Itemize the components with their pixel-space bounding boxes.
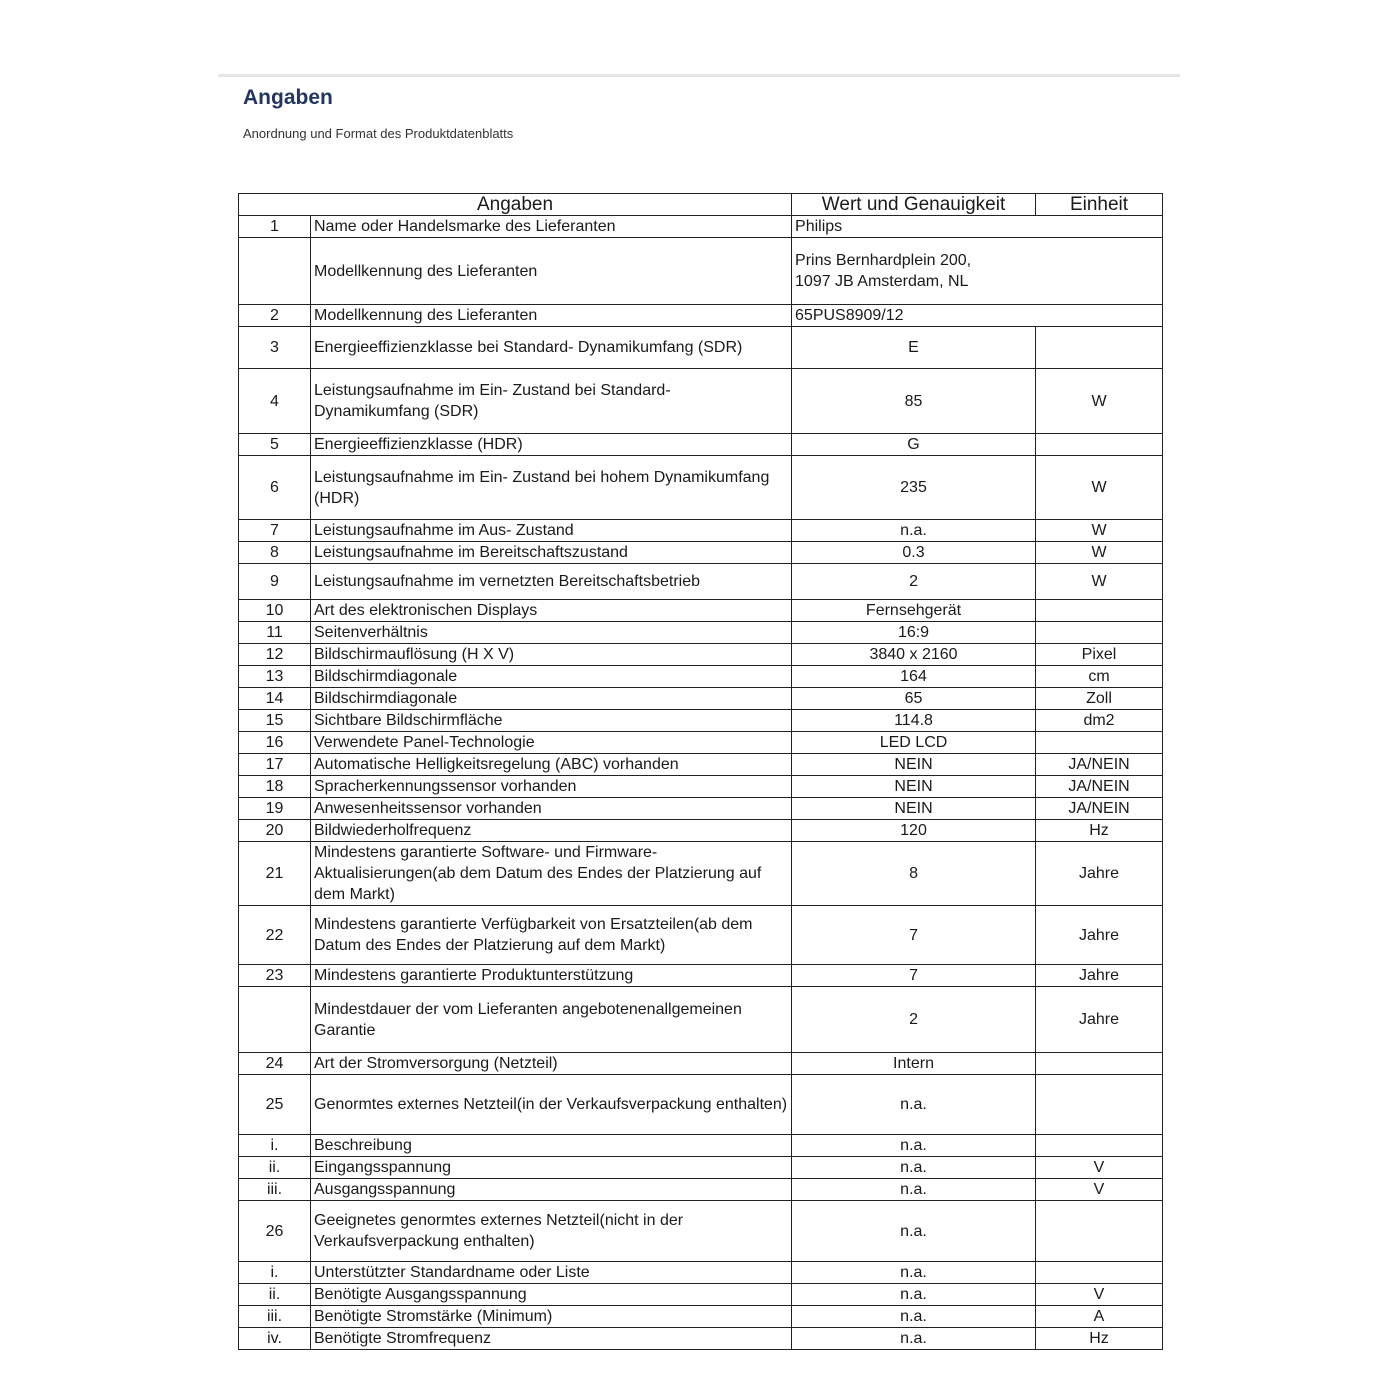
row-description: Geeignetes genormtes externes Netzteil(nicht in der Verkaufsverpackung enthalten) — [311, 1201, 792, 1262]
row-unit: V — [1036, 1179, 1163, 1201]
table-row — [239, 820, 1163, 842]
row-number: 25 — [239, 1075, 311, 1135]
table-row — [239, 542, 1163, 564]
row-unit: JA/NEIN — [1036, 754, 1163, 776]
table-row — [239, 238, 1163, 305]
row-number: 13 — [239, 666, 311, 688]
table-row — [239, 216, 1163, 238]
row-description: Leistungsaufnahme im Aus- Zustand — [311, 520, 792, 542]
row-value: n.a. — [792, 520, 1036, 542]
row-number: i. — [239, 1135, 311, 1157]
row-value: 0.3 — [792, 542, 1036, 564]
table-row — [239, 798, 1163, 820]
row-number: 2 — [239, 305, 311, 327]
row-value: Intern — [792, 1053, 1036, 1075]
table-row — [239, 1179, 1163, 1201]
row-unit: Jahre — [1036, 987, 1163, 1053]
table-row — [239, 1306, 1163, 1328]
row-unit: W — [1036, 542, 1163, 564]
row-value: 8 — [792, 842, 1036, 906]
row-unit: Jahre — [1036, 906, 1163, 965]
row-unit: V — [1036, 1284, 1163, 1306]
row-value: NEIN — [792, 776, 1036, 798]
row-description: Mindestens garantierte Software- und Firmware- Aktualisierungen(ab dem Datum des Endes der Platzierung auf dem Markt) — [311, 842, 792, 906]
column-header-wert: Wert und Genauigkeit — [792, 194, 1036, 216]
row-description: Genormtes externes Netzteil(in der Verkaufsverpackung enthalten) — [311, 1075, 792, 1135]
row-unit — [1036, 1262, 1163, 1284]
row-value: LED LCD — [792, 732, 1036, 754]
row-description: Mindestdauer der vom Lieferanten angebotenenallgemeinen Garantie — [311, 987, 792, 1053]
page-title: Angaben — [243, 86, 333, 109]
row-description: Unterstützter Standardname oder Liste — [311, 1262, 792, 1284]
row-number: 22 — [239, 906, 311, 965]
row-description: Name oder Handelsmarke des Lieferanten — [311, 216, 792, 238]
row-value: G — [792, 434, 1036, 456]
table-row — [239, 622, 1163, 644]
row-value: 235 — [792, 456, 1036, 520]
row-number: 1 — [239, 216, 311, 238]
product-data-table — [238, 193, 1163, 1350]
row-number: 15 — [239, 710, 311, 732]
row-number: 14 — [239, 688, 311, 710]
table-row — [239, 434, 1163, 456]
row-unit: Pixel — [1036, 644, 1163, 666]
table-row — [239, 1157, 1163, 1179]
row-unit — [1036, 1201, 1163, 1262]
row-number: iii. — [239, 1306, 311, 1328]
table-row — [239, 305, 1163, 327]
row-description: Art des elektronischen Displays — [311, 600, 792, 622]
row-description: Automatische Helligkeitsregelung (ABC) vorhanden — [311, 754, 792, 776]
row-description: Bildwiederholfrequenz — [311, 820, 792, 842]
table-row — [239, 688, 1163, 710]
row-unit: Jahre — [1036, 965, 1163, 987]
row-description: Benötigte Stromstärke (Minimum) — [311, 1306, 792, 1328]
table-row — [239, 965, 1163, 987]
table-row — [239, 456, 1163, 520]
column-header-einheit: Einheit — [1036, 194, 1163, 216]
row-number: 6 — [239, 456, 311, 520]
row-unit: W — [1036, 369, 1163, 434]
table-row — [239, 1328, 1163, 1350]
table-row — [239, 987, 1163, 1053]
row-unit: V — [1036, 1157, 1163, 1179]
row-description: Benötigte Ausgangsspannung — [311, 1284, 792, 1306]
row-unit: Hz — [1036, 1328, 1163, 1350]
table-row — [239, 1135, 1163, 1157]
row-value: n.a. — [792, 1284, 1036, 1306]
row-value: n.a. — [792, 1179, 1036, 1201]
row-unit: JA/NEIN — [1036, 798, 1163, 820]
row-description: Beschreibung — [311, 1135, 792, 1157]
table-row — [239, 369, 1163, 434]
row-number: 19 — [239, 798, 311, 820]
row-unit: JA/NEIN — [1036, 776, 1163, 798]
row-number — [239, 987, 311, 1053]
row-description: Bildschirmdiagonale — [311, 666, 792, 688]
row-value: 3840 x 2160 — [792, 644, 1036, 666]
row-value: Philips — [792, 216, 1163, 238]
row-unit — [1036, 434, 1163, 456]
row-value: n.a. — [792, 1135, 1036, 1157]
table-row — [239, 564, 1163, 600]
row-unit: W — [1036, 456, 1163, 520]
row-value: n.a. — [792, 1157, 1036, 1179]
row-description: Bildschirmdiagonale — [311, 688, 792, 710]
row-value: n.a. — [792, 1075, 1036, 1135]
row-number: 9 — [239, 564, 311, 600]
row-value: 7 — [792, 906, 1036, 965]
row-number: 16 — [239, 732, 311, 754]
row-description: Bildschirmauflösung (H X V) — [311, 644, 792, 666]
row-unit — [1036, 600, 1163, 622]
row-number: 20 — [239, 820, 311, 842]
row-number: 7 — [239, 520, 311, 542]
row-unit — [1036, 327, 1163, 369]
row-number: 11 — [239, 622, 311, 644]
row-value: 2 — [792, 987, 1036, 1053]
table-row — [239, 842, 1163, 906]
row-number: ii. — [239, 1284, 311, 1306]
row-description: Leistungsaufnahme im vernetzten Bereitschaftsbetrieb — [311, 564, 792, 600]
row-value: E — [792, 327, 1036, 369]
row-description: Anwesenheitssensor vorhanden — [311, 798, 792, 820]
row-number: 3 — [239, 327, 311, 369]
table-header-row — [239, 194, 1163, 216]
row-description: Energieeffizienzklasse (HDR) — [311, 434, 792, 456]
row-description: Leistungsaufnahme im Ein- Zustand bei hohem Dynamikumfang (HDR) — [311, 456, 792, 520]
row-unit — [1036, 732, 1163, 754]
table-row — [239, 520, 1163, 542]
row-description: Ausgangsspannung — [311, 1179, 792, 1201]
row-description: Modellkennung des Lieferanten — [311, 305, 792, 327]
row-description: Mindestens garantierte Produktunterstützung — [311, 965, 792, 987]
row-unit: Jahre — [1036, 842, 1163, 906]
table-row — [239, 1201, 1163, 1262]
table-row — [239, 710, 1163, 732]
row-number: 10 — [239, 600, 311, 622]
row-number: 23 — [239, 965, 311, 987]
row-value: 164 — [792, 666, 1036, 688]
row-value: n.a. — [792, 1201, 1036, 1262]
row-value: n.a. — [792, 1262, 1036, 1284]
row-unit — [1036, 1135, 1163, 1157]
row-number: 21 — [239, 842, 311, 906]
row-description: Eingangsspannung — [311, 1157, 792, 1179]
row-value: NEIN — [792, 754, 1036, 776]
table-body — [239, 216, 1163, 1350]
row-value: NEIN — [792, 798, 1036, 820]
row-description: Mindestens garantierte Verfügbarkeit von Ersatzteilen(ab dem Datum des Endes der Platzierung auf dem Markt) — [311, 906, 792, 965]
row-description: Leistungsaufnahme im Ein- Zustand bei Standard- Dynamikumfang (SDR) — [311, 369, 792, 434]
table-row — [239, 1075, 1163, 1135]
row-number: 26 — [239, 1201, 311, 1262]
row-unit: cm — [1036, 666, 1163, 688]
row-description: Seitenverhältnis — [311, 622, 792, 644]
row-number: ii. — [239, 1157, 311, 1179]
table-row — [239, 1053, 1163, 1075]
row-number — [239, 238, 311, 305]
table-row — [239, 776, 1163, 798]
row-number: iii. — [239, 1179, 311, 1201]
row-unit — [1036, 1053, 1163, 1075]
row-unit: W — [1036, 564, 1163, 600]
row-number: 5 — [239, 434, 311, 456]
table-row — [239, 906, 1163, 965]
table-row — [239, 644, 1163, 666]
row-number: 8 — [239, 542, 311, 564]
table-row — [239, 327, 1163, 369]
column-header-angaben: Angaben — [239, 194, 792, 216]
row-description: Modellkennung des Lieferanten — [311, 238, 792, 305]
row-value: n.a. — [792, 1306, 1036, 1328]
row-number: 12 — [239, 644, 311, 666]
row-value: Prins Bernhardplein 200, 1097 JB Amsterdam, NL — [792, 238, 1163, 305]
table-row — [239, 732, 1163, 754]
row-description: Leistungsaufnahme im Bereitschaftszustand — [311, 542, 792, 564]
top-divider — [218, 74, 1180, 77]
row-number: 17 — [239, 754, 311, 776]
row-value: 65 — [792, 688, 1036, 710]
row-description: Art der Stromversorgung (Netzteil) — [311, 1053, 792, 1075]
row-unit: dm2 — [1036, 710, 1163, 732]
row-number: 24 — [239, 1053, 311, 1075]
row-value: 7 — [792, 965, 1036, 987]
row-unit: Zoll — [1036, 688, 1163, 710]
row-number: 18 — [239, 776, 311, 798]
row-number: 4 — [239, 369, 311, 434]
row-unit — [1036, 1075, 1163, 1135]
row-value: Fernsehgerät — [792, 600, 1036, 622]
row-value: 114.8 — [792, 710, 1036, 732]
row-description: Energieeffizienzklasse bei Standard- Dynamikumfang (SDR) — [311, 327, 792, 369]
row-number: iv. — [239, 1328, 311, 1350]
table-row — [239, 754, 1163, 776]
row-description: Spracherkennungssensor vorhanden — [311, 776, 792, 798]
row-description: Benötigte Stromfrequenz — [311, 1328, 792, 1350]
row-description: Verwendete Panel-Technologie — [311, 732, 792, 754]
row-value: 2 — [792, 564, 1036, 600]
row-value: n.a. — [792, 1328, 1036, 1350]
row-value: 85 — [792, 369, 1036, 434]
row-description: Sichtbare Bildschirmfläche — [311, 710, 792, 732]
page-subtitle: Anordnung und Format des Produktdatenblatts — [243, 126, 514, 141]
row-unit: W — [1036, 520, 1163, 542]
row-number: i. — [239, 1262, 311, 1284]
row-value: 65PUS8909/12 — [792, 305, 1163, 327]
row-value: 16:9 — [792, 622, 1036, 644]
table-row — [239, 600, 1163, 622]
row-value: 120 — [792, 820, 1036, 842]
table-row — [239, 666, 1163, 688]
row-unit: Hz — [1036, 820, 1163, 842]
row-unit: A — [1036, 1306, 1163, 1328]
table-row — [239, 1262, 1163, 1284]
table-row — [239, 1284, 1163, 1306]
row-unit — [1036, 622, 1163, 644]
